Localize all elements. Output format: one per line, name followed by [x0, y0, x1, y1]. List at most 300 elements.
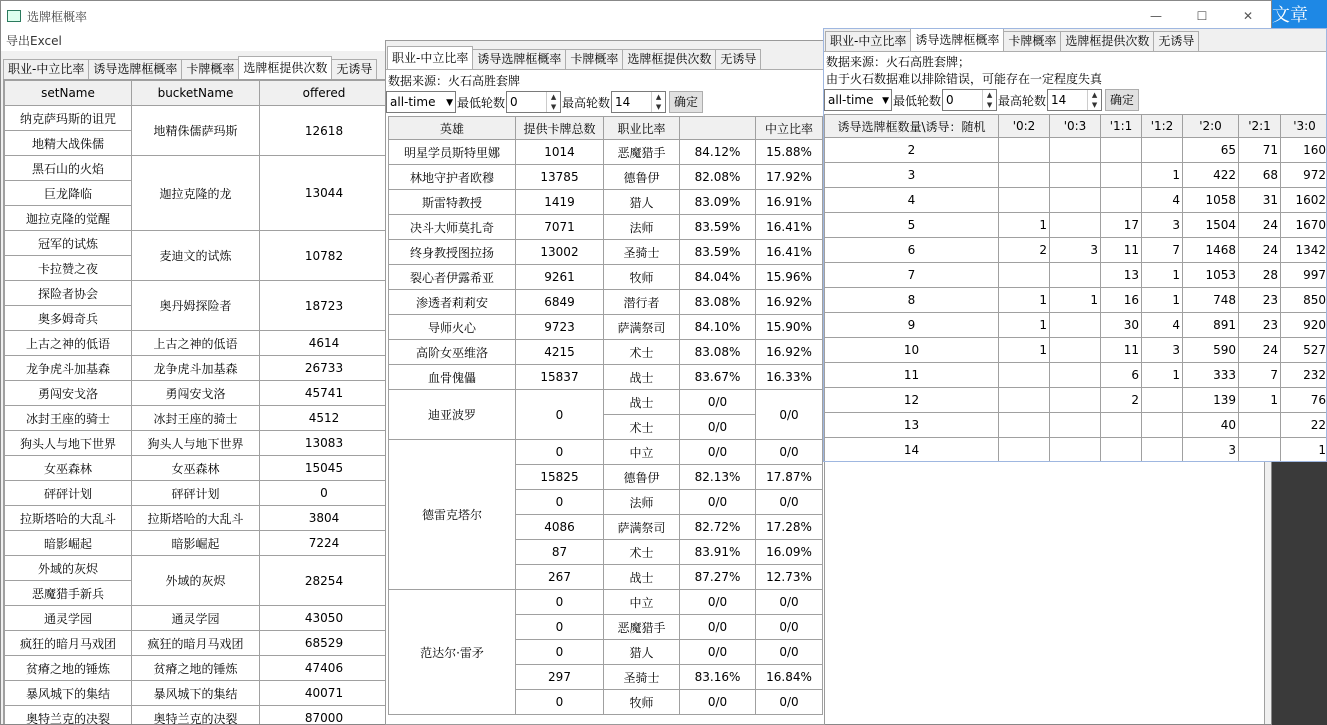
table-row — [825, 438, 1327, 463]
count-cell — [1101, 163, 1142, 188]
count-cell: 3 — [1142, 338, 1183, 363]
table-row — [5, 706, 389, 725]
count-cell: 30 — [1101, 313, 1142, 338]
right-tab-0[interactable]: 职业-中立比率 — [825, 31, 911, 51]
count-cell: 997 — [1281, 263, 1327, 288]
close-button[interactable]: ✕ — [1242, 9, 1254, 23]
class-cell: 牧师 — [604, 690, 680, 715]
count-cell: 3 — [1050, 238, 1101, 263]
offered-table — [4, 80, 389, 725]
set-name-cell: 迦拉克隆的觉醒 — [5, 206, 132, 231]
count-cell: 1 — [999, 288, 1050, 313]
neutral-ratio-cell: 0/0 — [756, 440, 823, 465]
total-cell: 13002 — [516, 240, 604, 265]
right-max-value: 14 — [1051, 93, 1067, 107]
count-cell — [1050, 213, 1101, 238]
neutral-ratio-cell: 15.88% — [756, 140, 823, 165]
count-cell: 23 — [1239, 288, 1281, 313]
bucket-name-cell: 暴风城下的集结 — [132, 681, 260, 706]
table-row — [825, 263, 1327, 288]
table-row — [389, 390, 823, 415]
neutral-ratio-cell: 17.87% — [756, 465, 823, 490]
class-ratio-cell: 83.09% — [680, 190, 756, 215]
count-cell: 4 — [1142, 313, 1183, 338]
table-row — [5, 281, 389, 306]
mid-tab-1[interactable]: 诱导选牌框概率 — [472, 49, 566, 69]
count-cell — [1050, 188, 1101, 213]
table-row — [5, 406, 389, 431]
class-ratio-cell: 87.27% — [680, 565, 756, 590]
count-cell — [999, 188, 1050, 213]
count-cell: 527 — [1281, 338, 1327, 363]
neutral-ratio-cell: 12.73% — [756, 565, 823, 590]
table-row — [389, 440, 823, 465]
count-cell: 1 — [999, 338, 1050, 363]
count-cell — [1050, 263, 1101, 288]
export-excel-menu[interactable]: 导出Excel — [1, 31, 1271, 51]
table-row — [5, 106, 389, 131]
set-name-cell: 通灵学园 — [5, 606, 132, 631]
count-cell: 17 — [1101, 213, 1142, 238]
column-header[interactable]: '2:0 — [1183, 115, 1239, 138]
class-ratio-cell: 83.59% — [680, 215, 756, 240]
column-header[interactable]: bucketName — [132, 81, 260, 106]
count-cell: 1342 — [1281, 238, 1327, 263]
count-cell: 11 — [1101, 238, 1142, 263]
mid-tab-strip — [386, 41, 824, 69]
offered-cell: 18723 — [260, 281, 389, 331]
column-header[interactable]: offered — [260, 81, 389, 106]
table-row — [5, 681, 389, 706]
right-mode-select[interactable] — [824, 89, 892, 111]
bucket-name-cell: 疯狂的暗月马戏团 — [132, 631, 260, 656]
class-cell: 猎人 — [604, 640, 680, 665]
bg-header-row — [5, 81, 389, 106]
set-name-cell: 勇闯安戈洛 — [5, 381, 132, 406]
count-cell — [1050, 313, 1101, 338]
set-name-cell: 冰封王座的骑士 — [5, 406, 132, 431]
neutral-ratio-cell: 16.09% — [756, 540, 823, 565]
count-cell: 920 — [1281, 313, 1327, 338]
count-cell: 2 — [999, 238, 1050, 263]
count-cell — [999, 388, 1050, 413]
hero-name-cell: 导师火心 — [389, 315, 516, 340]
table-row — [5, 331, 389, 356]
hero-name-cell: 血骨傀儡 — [389, 365, 516, 390]
count-cell — [1050, 413, 1101, 438]
column-header[interactable]: '1:2 — [1142, 115, 1183, 138]
count-cell — [1101, 188, 1142, 213]
count-cell: 1 — [1239, 388, 1281, 413]
column-header[interactable]: 诱导选牌框数量\诱导：随机 — [825, 115, 999, 138]
neutral-ratio-cell: 16.41% — [756, 240, 823, 265]
class-ratio-cell: 83.67% — [680, 365, 756, 390]
set-name-cell: 暴风城下的集结 — [5, 681, 132, 706]
bucket-name-cell: 奥丹姆探险者 — [132, 281, 260, 331]
count-cell — [1101, 138, 1142, 163]
count-cell — [1142, 413, 1183, 438]
total-cell: 0 — [516, 640, 604, 665]
behind-app-title: 文章 — [1272, 5, 1308, 26]
right-tab-strip — [824, 29, 1326, 51]
class-cell: 术士 — [604, 340, 680, 365]
bucket-count-cell: 8 — [825, 288, 999, 313]
count-cell — [1142, 138, 1183, 163]
bucket-count-cell: 3 — [825, 163, 999, 188]
count-cell: 1 — [1142, 288, 1183, 313]
class-ratio-cell: 83.08% — [680, 340, 756, 365]
table-row — [825, 363, 1327, 388]
right-min-value: 0 — [946, 93, 954, 107]
right-note-label: 由于火石数据难以排除错误，可能存在一定程度失真 — [826, 72, 1103, 86]
mid-max-spinner[interactable] — [611, 91, 666, 113]
minimize-button[interactable]: — — [1150, 9, 1162, 23]
table-row — [389, 315, 823, 340]
right-tab-3[interactable]: 选牌框提供次数 — [1060, 31, 1154, 51]
class-cell: 潜行者 — [604, 290, 680, 315]
bucket-count-cell: 14 — [825, 438, 999, 463]
count-cell: 24 — [1239, 213, 1281, 238]
mid-max-label: 最高轮数 — [562, 95, 611, 110]
bucket-name-cell: 奥特兰克的决裂 — [132, 706, 260, 725]
count-cell — [1050, 438, 1101, 463]
offered-cell: 4512 — [260, 406, 389, 431]
column-header[interactable]: 职业比率 — [604, 117, 680, 140]
right-mode-value: all-time — [828, 93, 874, 107]
count-cell — [1142, 438, 1183, 463]
set-name-cell: 恶魔猎手新兵 — [5, 581, 132, 606]
neutral-ratio-cell: 17.92% — [756, 165, 823, 190]
total-cell: 1419 — [516, 190, 604, 215]
mid-mode-select[interactable] — [386, 91, 456, 113]
count-cell: 65 — [1183, 138, 1239, 163]
column-header[interactable] — [680, 117, 756, 140]
count-cell: 24 — [1239, 338, 1281, 363]
mid-tab-3[interactable]: 选牌框提供次数 — [622, 49, 716, 69]
set-name-cell: 狗头人与地下世界 — [5, 431, 132, 456]
right-tab-4[interactable]: 无诱导 — [1153, 31, 1199, 51]
table-row — [825, 313, 1327, 338]
bucket-name-cell: 贫瘠之地的锤炼 — [132, 656, 260, 681]
class-ratio-cell: 0/0 — [680, 390, 756, 415]
right-header-row — [825, 115, 1327, 138]
table-row — [825, 138, 1327, 163]
bucket-count-cell: 7 — [825, 263, 999, 288]
table-row — [825, 338, 1327, 363]
column-header[interactable]: '0:3 — [1050, 115, 1101, 138]
table-row — [825, 163, 1327, 188]
offered-cell: 4614 — [260, 331, 389, 356]
total-cell: 9261 — [516, 265, 604, 290]
table-row — [5, 456, 389, 481]
count-cell: 422 — [1183, 163, 1239, 188]
table-row — [389, 215, 823, 240]
bg-tab-4[interactable]: 无诱导 — [331, 59, 377, 79]
total-cell: 0 — [516, 490, 604, 515]
mid-min-value: 0 — [510, 95, 518, 109]
table-row — [389, 165, 823, 190]
count-cell: 71 — [1239, 138, 1281, 163]
count-cell: 850 — [1281, 288, 1327, 313]
class-ratio-cell: 83.16% — [680, 665, 756, 690]
table-row — [389, 140, 823, 165]
offered-cell: 12618 — [260, 106, 389, 156]
mid-min-spinner[interactable] — [506, 91, 561, 113]
count-cell — [1050, 163, 1101, 188]
count-cell: 748 — [1183, 288, 1239, 313]
bucket-name-cell: 麦迪文的试炼 — [132, 231, 260, 281]
table-row — [5, 656, 389, 681]
mid-confirm-button[interactable]: 确定 — [669, 91, 703, 113]
count-cell: 232 — [1281, 363, 1327, 388]
bg-tab-3[interactable]: 选牌框提供次数 — [238, 56, 332, 79]
count-cell: 1 — [1142, 163, 1183, 188]
induced-bucket-table — [824, 114, 1327, 462]
total-cell: 7071 — [516, 215, 604, 240]
count-cell: 1602 — [1281, 188, 1327, 213]
right-tab-2[interactable]: 卡牌概率 — [1003, 31, 1061, 51]
bucket-name-cell: 狗头人与地下世界 — [132, 431, 260, 456]
column-header[interactable]: 中立比率 — [756, 117, 823, 140]
set-name-cell: 暗影崛起 — [5, 531, 132, 556]
class-cell: 术士 — [604, 540, 680, 565]
table-row — [5, 381, 389, 406]
offered-cell: 45741 — [260, 381, 389, 406]
table-row — [5, 556, 389, 581]
table-row — [825, 413, 1327, 438]
class-cell: 战士 — [604, 365, 680, 390]
mid-filter-row — [386, 90, 824, 114]
count-cell — [1101, 438, 1142, 463]
count-cell — [999, 413, 1050, 438]
hero-name-cell: 斯雷特教授 — [389, 190, 516, 215]
class-ratio-cell: 0/0 — [680, 640, 756, 665]
class-ratio-cell: 0/0 — [680, 440, 756, 465]
hero-name-cell: 裂心者伊露希亚 — [389, 265, 516, 290]
count-cell — [1239, 438, 1281, 463]
hero-name-cell: 明星学员斯特里娜 — [389, 140, 516, 165]
total-cell: 1014 — [516, 140, 604, 165]
bucket-count-cell: 4 — [825, 188, 999, 213]
count-cell — [1239, 413, 1281, 438]
class-ratio-cell: 0/0 — [680, 490, 756, 515]
neutral-ratio-cell: 16.84% — [756, 665, 823, 690]
hero-name-cell: 林地守护者欧穆 — [389, 165, 516, 190]
class-cell: 德鲁伊 — [604, 165, 680, 190]
set-name-cell: 黑石山的火焰 — [5, 156, 132, 181]
right-tab-1[interactable]: 诱导选牌框概率 — [910, 28, 1004, 51]
table-row — [5, 156, 389, 181]
count-cell: 23 — [1239, 313, 1281, 338]
mid-header-row — [389, 117, 823, 140]
spinner-arrows-icon[interactable]: ▲ ▼ — [982, 90, 996, 110]
table-row — [389, 190, 823, 215]
count-cell: 3 — [1142, 213, 1183, 238]
hero-name-cell: 迪亚波罗 — [389, 390, 516, 440]
bucket-name-cell: 上古之神的低语 — [132, 331, 260, 356]
mid-window — [385, 40, 825, 725]
total-cell: 0 — [516, 440, 604, 465]
spinner-arrows-icon[interactable]: ▲ ▼ — [651, 92, 665, 112]
count-cell: 1504 — [1183, 213, 1239, 238]
neutral-ratio-cell: 16.92% — [756, 290, 823, 315]
count-cell: 13 — [1101, 263, 1142, 288]
bg-tab-0[interactable]: 职业-中立比率 — [3, 59, 89, 79]
neutral-ratio-cell: 16.41% — [756, 215, 823, 240]
hero-name-cell: 范达尔·雷矛 — [389, 590, 516, 715]
class-ratio-cell: 82.13% — [680, 465, 756, 490]
total-cell: 15825 — [516, 465, 604, 490]
offered-cell: 47406 — [260, 656, 389, 681]
right-min-spinner[interactable] — [942, 89, 997, 111]
column-header[interactable]: 英雄 — [389, 117, 516, 140]
bucket-count-cell: 11 — [825, 363, 999, 388]
table-row — [825, 288, 1327, 313]
total-cell: 0 — [516, 690, 604, 715]
set-name-cell: 拉斯塔哈的大乱斗 — [5, 506, 132, 531]
right-source-label: 数据来源：火石高胜套牌； — [826, 55, 971, 69]
bucket-count-cell: 10 — [825, 338, 999, 363]
class-ratio-cell: 0/0 — [680, 415, 756, 440]
class-cell: 德鲁伊 — [604, 465, 680, 490]
spinner-arrows-icon[interactable]: ▲ ▼ — [1087, 90, 1101, 110]
bg-tab-1[interactable]: 诱导选牌框概率 — [88, 59, 182, 79]
class-ratio-cell: 83.91% — [680, 540, 756, 565]
bucket-name-cell: 地精侏儒萨玛斯 — [132, 106, 260, 156]
right-max-spinner[interactable] — [1047, 89, 1102, 111]
hero-name-cell: 渗透者莉莉安 — [389, 290, 516, 315]
mid-mode-value: all-time — [390, 95, 436, 109]
class-cell: 战士 — [604, 390, 680, 415]
count-cell — [999, 263, 1050, 288]
column-header[interactable]: setName — [5, 81, 132, 106]
total-cell: 4215 — [516, 340, 604, 365]
bucket-name-cell: 通灵学园 — [132, 606, 260, 631]
class-ratio-cell: 0/0 — [680, 690, 756, 715]
count-cell — [1142, 388, 1183, 413]
neutral-ratio-cell: 0/0 — [756, 690, 823, 715]
set-name-cell: 探险者协会 — [5, 281, 132, 306]
count-cell: 28 — [1239, 263, 1281, 288]
count-cell: 4 — [1142, 188, 1183, 213]
right-filter-row — [824, 88, 1326, 112]
class-cell: 牧师 — [604, 265, 680, 290]
column-header[interactable]: 提供卡牌总数 — [516, 117, 604, 140]
table-row — [5, 356, 389, 381]
neutral-ratio-cell: 15.90% — [756, 315, 823, 340]
bucket-name-cell: 女巫森林 — [132, 456, 260, 481]
bucket-count-cell: 6 — [825, 238, 999, 263]
column-header[interactable]: '2:1 — [1239, 115, 1281, 138]
set-name-cell: 上古之神的低语 — [5, 331, 132, 356]
bucket-count-cell: 2 — [825, 138, 999, 163]
column-header[interactable]: '1:1 — [1101, 115, 1142, 138]
bucket-name-cell: 砰砰计划 — [132, 481, 260, 506]
neutral-ratio-cell: 0/0 — [756, 390, 823, 440]
total-cell: 13785 — [516, 165, 604, 190]
count-cell: 3 — [1183, 438, 1239, 463]
offered-cell: 7224 — [260, 531, 389, 556]
set-name-cell: 龙争虎斗加基森 — [5, 356, 132, 381]
offered-cell: 3804 — [260, 506, 389, 531]
count-cell: 22 — [1281, 413, 1327, 438]
bucket-count-cell: 9 — [825, 313, 999, 338]
app-icon — [7, 10, 21, 22]
set-name-cell: 卡拉赞之夜 — [5, 256, 132, 281]
maximize-button[interactable]: ☐ — [1196, 9, 1208, 23]
count-cell: 11 — [1101, 338, 1142, 363]
count-cell: 139 — [1183, 388, 1239, 413]
total-cell: 297 — [516, 665, 604, 690]
offered-cell: 13083 — [260, 431, 389, 456]
class-cell: 恶魔猎手 — [604, 615, 680, 640]
bucket-count-cell: 13 — [825, 413, 999, 438]
count-cell: 6 — [1101, 363, 1142, 388]
mid-tab-2[interactable]: 卡牌概率 — [565, 49, 623, 69]
table-row — [825, 388, 1327, 413]
offered-cell: 68529 — [260, 631, 389, 656]
total-cell: 9723 — [516, 315, 604, 340]
column-header[interactable]: '3:0 — [1281, 115, 1327, 138]
set-name-cell: 巨龙降临 — [5, 181, 132, 206]
count-cell: 590 — [1183, 338, 1239, 363]
class-ratio-table — [388, 116, 823, 715]
mid-tab-4[interactable]: 无诱导 — [715, 49, 761, 69]
table-row — [389, 340, 823, 365]
class-cell: 猎人 — [604, 190, 680, 215]
right-min-label: 最低轮数 — [893, 93, 942, 108]
column-header[interactable]: '0:2 — [999, 115, 1050, 138]
bg-tab-2[interactable]: 卡牌概率 — [181, 59, 239, 79]
right-confirm-button[interactable]: 确定 — [1105, 89, 1139, 111]
bucket-name-cell: 暗影崛起 — [132, 531, 260, 556]
mid-tab-0[interactable]: 职业-中立比率 — [387, 46, 473, 69]
total-cell: 0 — [516, 615, 604, 640]
offered-cell: 40071 — [260, 681, 389, 706]
neutral-ratio-cell: 0/0 — [756, 590, 823, 615]
set-name-cell: 奥特兰克的决裂 — [5, 706, 132, 725]
total-cell: 6849 — [516, 290, 604, 315]
offered-cell: 10782 — [260, 231, 389, 281]
total-cell: 87 — [516, 540, 604, 565]
class-ratio-cell: 0/0 — [680, 590, 756, 615]
table-row — [5, 606, 389, 631]
table-row — [389, 590, 823, 615]
count-cell: 1670 — [1281, 213, 1327, 238]
bucket-count-cell: 12 — [825, 388, 999, 413]
count-cell: 1 — [1050, 288, 1101, 313]
count-cell: 160 — [1281, 138, 1327, 163]
total-cell: 267 — [516, 565, 604, 590]
table-row — [825, 238, 1327, 263]
count-cell: 1 — [1142, 363, 1183, 388]
count-cell — [1050, 338, 1101, 363]
class-cell: 法师 — [604, 215, 680, 240]
chevron-down-icon: ▼ — [882, 96, 889, 106]
class-cell: 圣骑士 — [604, 240, 680, 265]
spinner-arrows-icon[interactable]: ▲ ▼ — [546, 92, 560, 112]
count-cell: 40 — [1183, 413, 1239, 438]
table-row — [5, 631, 389, 656]
set-name-cell: 贫瘠之地的锤炼 — [5, 656, 132, 681]
set-name-cell: 冠军的试炼 — [5, 231, 132, 256]
count-cell: 1 — [1142, 263, 1183, 288]
class-ratio-cell: 82.08% — [680, 165, 756, 190]
offered-cell: 87000 — [260, 706, 389, 725]
table-row — [389, 290, 823, 315]
table-row — [5, 431, 389, 456]
count-cell: 16 — [1101, 288, 1142, 313]
